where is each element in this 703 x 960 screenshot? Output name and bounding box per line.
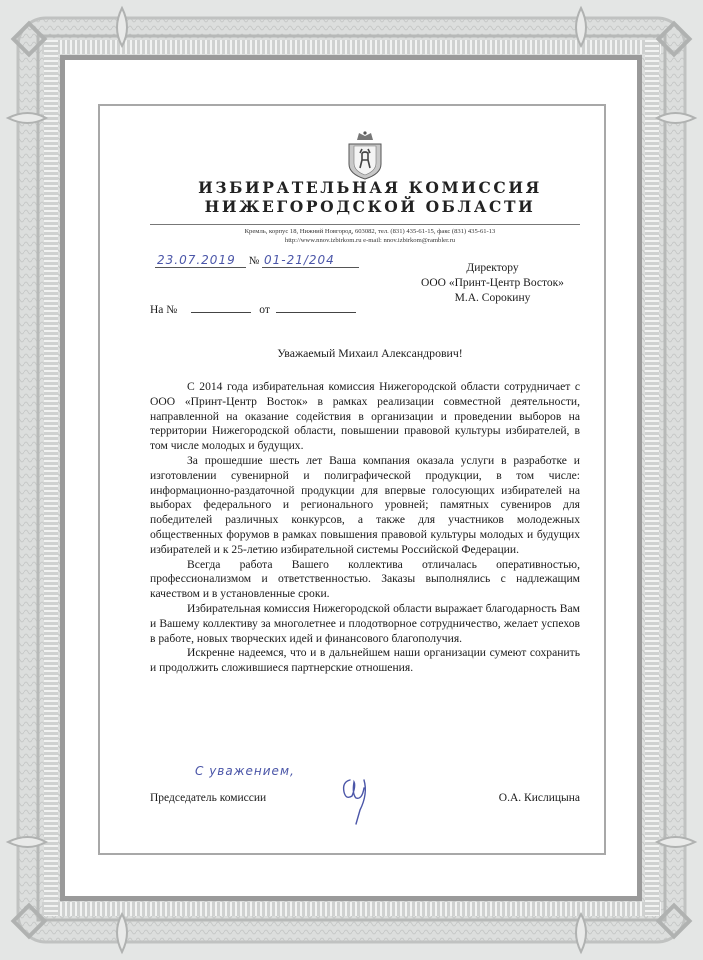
salutation: Уважаемый Михаил Александрович!	[277, 346, 463, 360]
addressee-company: ООО «Принт-Центр Восток»	[421, 277, 564, 289]
paragraph: Всегда работа Вашего коллектива отличалась оперативностью, профессионализмом и ответственностью. Заказы выполнялись с надлежащим качеством и в установленные сроки.	[150, 557, 580, 601]
addressee-position: Директору	[466, 262, 519, 274]
reference-number-blank	[191, 302, 251, 313]
handwritten-signature-icon	[338, 774, 374, 830]
coat-of-arms-icon	[345, 130, 385, 180]
registration-block	[155, 253, 365, 268]
handwritten-closing: С уважением,	[195, 764, 295, 778]
paragraph: С 2014 года избирательная комиссия Нижегородской области сотрудничает с ООО «Принт-Центр Восток» в рамках реализации совместной деятельности, направленной на оказание содействия в организации и проведении выборов на территории Нижегородской области, повышении правовой культуры избирателей, в том числе молодых и будущих.	[150, 380, 580, 453]
addressee-block	[415, 261, 570, 306]
from-label: от	[259, 304, 270, 316]
outgoing-date: 23.07.2019	[155, 253, 246, 268]
number-label: №	[248, 255, 260, 267]
paragraph: Избирательная комиссия Нижегородской области выражает благодарность Вам и Вашему коллективу за многолетнее и плодотворное сотрудничество, желает успехов в работе, новых творческих идей и финансового благополучия.	[150, 601, 580, 645]
header-rule	[150, 224, 580, 225]
signatory-name: О.А. Кислицына	[498, 792, 580, 804]
reference-date-blank	[276, 302, 356, 313]
reference-label: На №	[150, 304, 178, 316]
organization-title: ИЗБИРАТЕЛЬНАЯ КОМИССИЯ НИЖЕГОРОДСКОЙ ОБЛАСТИ	[198, 178, 542, 216]
outgoing-number: 01-21/204	[262, 253, 359, 268]
paragraph: За прошедшие шесть лет Ваша компания оказала услуги в разработке и изготовлении сувенирной и полиграфической продукции, в том числе: информационно-раздаточной продукции для впервые голосующих избирателей на выборах федерального и регионального уровней; памятных сувениров для победителей различных конкурсов, а также для участников молодежных общественных форумов в рамках повышения правовой культуры молодых и будущих избирателей и к 25-летию избирательной системы Российской Федерации.	[150, 453, 580, 556]
signatory-title: Председатель комиссии	[150, 792, 267, 804]
contact-address: Кремль, корпус 18, Нижний Новгород, 603082, тел. (831) 435-61-15, факс (831) 435-61-13 http://www.nnov.izbirkom.ru e-mail: nnov.izbirkom@rambler.ru	[244, 228, 496, 244]
addressee-name: М.А. Сорокину	[454, 292, 531, 304]
paragraph: Искренне надеемся, что и в дальнейшем наши организации сумеют сохранить и продолжить сложившиеся партнерские отношения.	[150, 646, 580, 675]
letter-body	[150, 380, 580, 676]
reference-line	[150, 302, 356, 316]
